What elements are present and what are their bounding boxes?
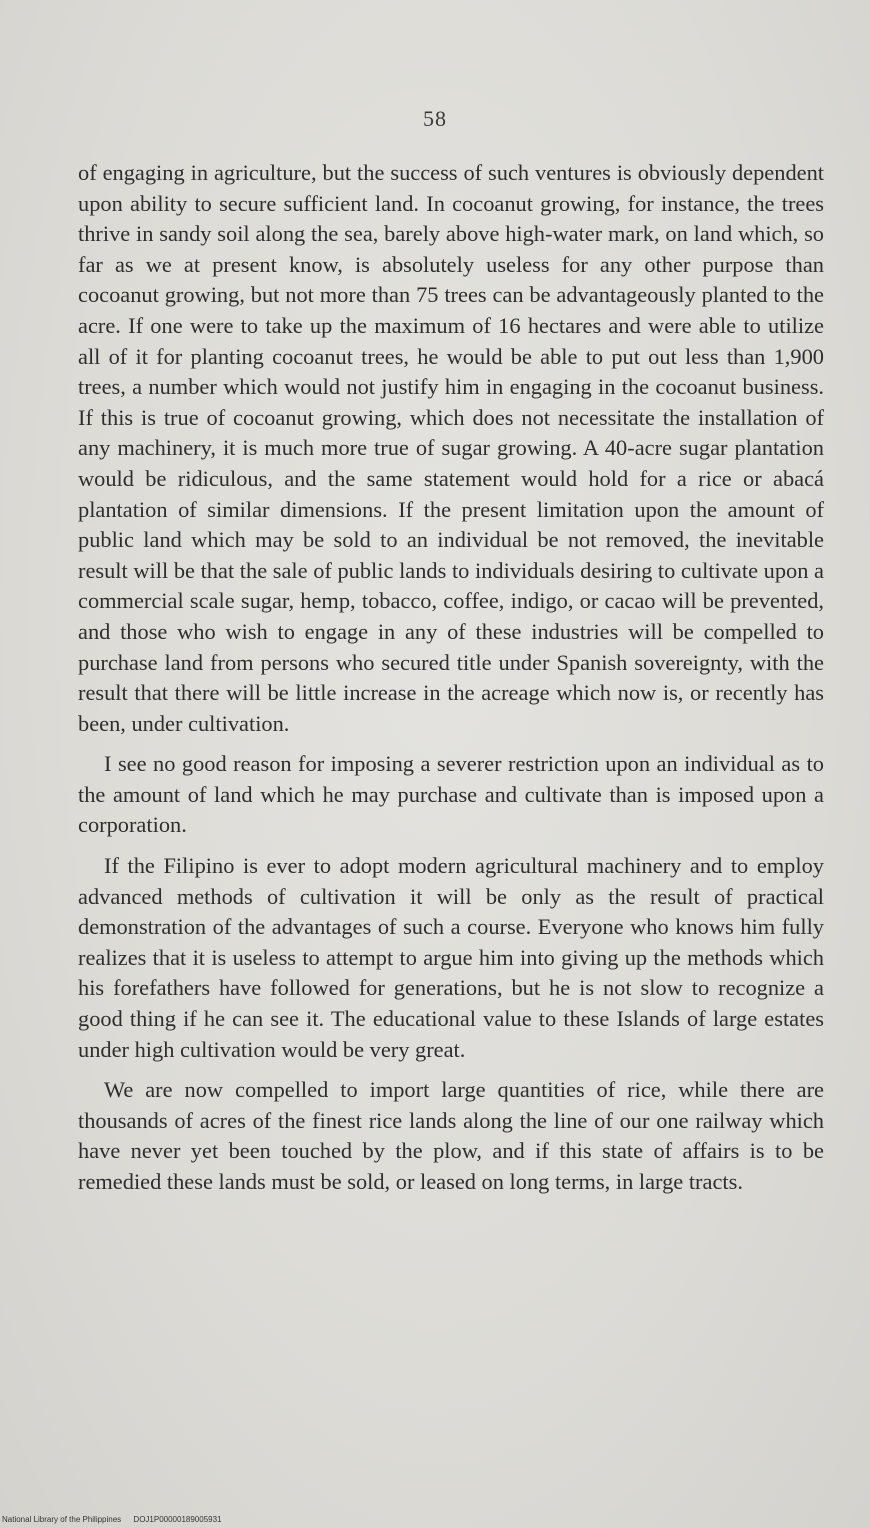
footer-document-id: DOJ1P00000189005931 <box>133 1515 222 1524</box>
paragraph-rice-import: We are now compelled to import large quantities of rice, while there are thousands of acres of the finest rice lands along the line of our one railway which have never yet been touched by the plow, and if this state of affairs is to be remedied these lands must be sold, or leased on long terms, in large tracts. <box>78 1077 824 1194</box>
footer-library: National Library of the Philippines <box>2 1515 122 1524</box>
scan-footer <box>2 1515 222 1524</box>
body-text <box>78 158 824 1208</box>
page-number: 58 <box>423 106 447 131</box>
paragraph-continuation: of engaging in agriculture, but the success of such ventures is obviously dependent upon ability to secure sufficient land. In cocoanut growing, for instance, the trees thrive in sandy soil along the sea, barely above high-water mark, on land which, so far as we at present know, is absolutely useless for any other purpose than cocoanut growing, but not more than 75 trees can be advantageously planted to the acre. If one were to take up the maximum of 16 hectares and were able to utilize all of it for planting cocoanut trees, he would be able to put out less than 1,900 trees, a number which would not justify him in engaging in the cocoanut business. If this is true of cocoanut growing, which does not necessitate the installation of any machinery, it is much more true of sugar growing. A 40-acre sugar plantation would be ridiculous, and the same statement would hold for a rice or abacá plantation of similar dimensions. If the present limitation upon the amount of public land which may be sold to an individual be not removed, the inevitable result will be that the sale of public lands to individuals desiring to cultivate upon a commercial scale sugar, hemp, tobacco, coffee, indigo, or cacao will be prevented, and those who wish to engage in any of these industries will be compelled to purchase land from persons who secured title under Spanish sovereignty, with the result that there will be little increase in the acreage which now is, or recently has been, under cultivation. <box>78 160 824 736</box>
paragraph-restriction: I see no good reason for imposing a severer restriction upon an individual as to the amount of land which he may purchase and cultivate than is imposed upon a corporation. <box>78 751 824 838</box>
paragraph-filipino-machinery: If the Filipino is ever to adopt modern agricultural machinery and to employ advanced methods of cultivation it will be only as the result of practical demonstration of the advantages of such a course. Everyone who knows him fully realizes that it is useless to attempt to argue him into giving up the methods which his forefathers have followed for generations, but he is not slow to recognize a good thing if he can see it. The educational value to these Islands of large estates under high cultivation would be very great. <box>78 853 824 1062</box>
